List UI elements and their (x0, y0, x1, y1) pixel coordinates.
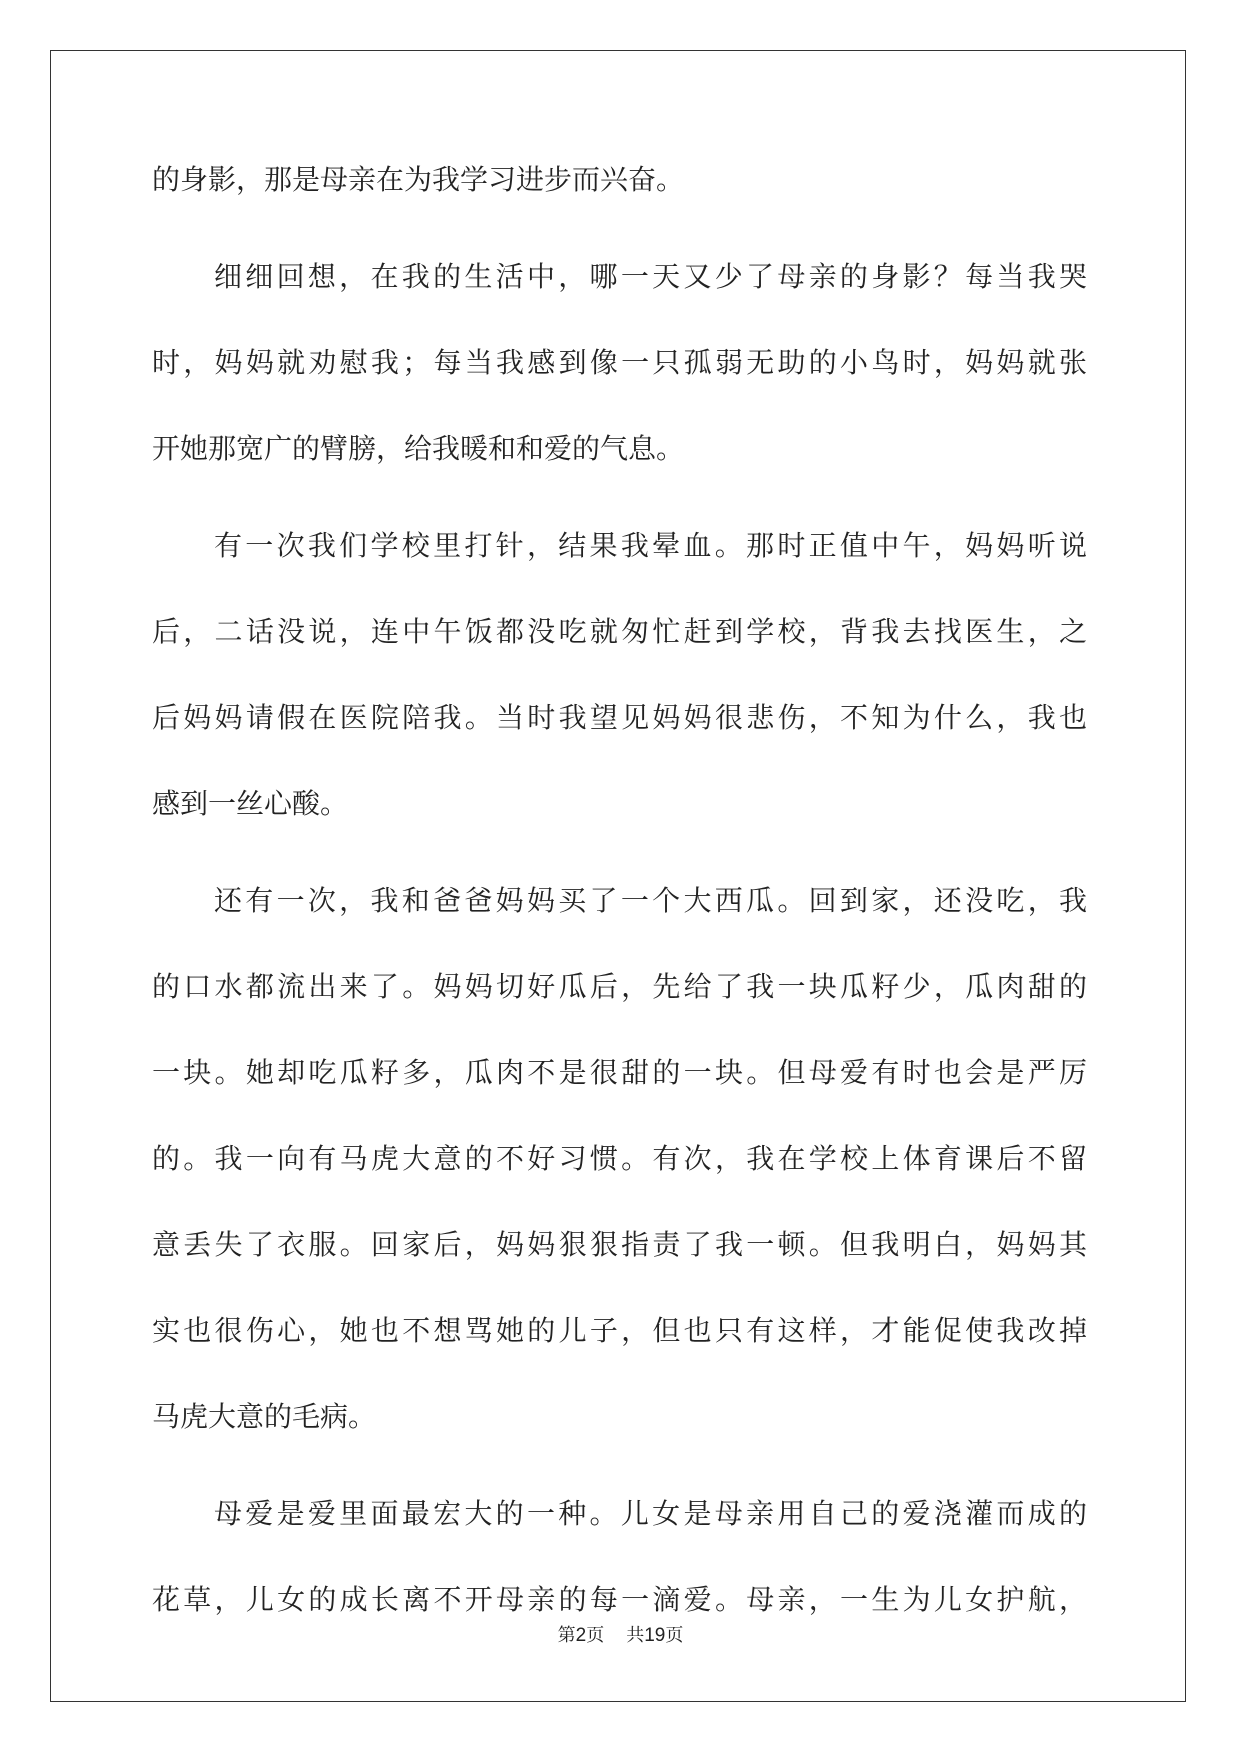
text-line: 花草，儿女的成长离不开母亲的每一滴爱。母亲，一生为儿女护航， (152, 1583, 1087, 1616)
page-number: 第2页 (557, 1625, 605, 1646)
text-line: 实也很伤心，她也不想骂她的儿子，但也只有这样，才能促使我改掉 (152, 1314, 1087, 1347)
text-line: 一块。她却吃瓜籽多，瓜肉不是很甜的一块。但母爱有时也会是严厉 (152, 1056, 1087, 1089)
text-line: 有一次我们学校里打针，结果我晕血。那时正值中午，妈妈听说 (214, 529, 1087, 562)
text-line: 的身影，那是母亲在为我学习进步而兴奋。 (152, 163, 685, 196)
text-line: 意丢失了衣服。回家后，妈妈狠狠指责了我一顿。但我明白，妈妈其 (152, 1228, 1087, 1261)
page-total: 共19页 (626, 1625, 684, 1646)
text-line: 的。我一向有马虎大意的不好习惯。有次，我在学校上体育课后不留 (152, 1142, 1087, 1175)
text-line: 时，妈妈就劝慰我；每当我感到像一只孤弱无助的小鸟时，妈妈就张 (152, 346, 1087, 379)
document-body (152, 160, 1087, 1620)
text-line: 还有一次，我和爸爸妈妈买了一个大西瓜。回到家，还没吃，我 (214, 884, 1087, 917)
text-line: 开她那宽广的臂膀，给我暖和和爱的气息。 (152, 432, 685, 465)
text-line: 后妈妈请假在医院陪我。当时我望见妈妈很悲伤，不知为什么，我也 (152, 701, 1087, 734)
text-line: 后，二话没说，连中午饭都没吃就匆忙赶到学校，背我去找医生，之 (152, 615, 1087, 648)
page-footer (0, 1621, 1241, 1647)
text-line: 母爱是爱里面最宏大的一种。儿女是母亲用自己的爱浇灌而成的 (214, 1497, 1087, 1530)
text-line: 马虎大意的毛病。 (152, 1400, 377, 1433)
text-line: 的口水都流出来了。妈妈切好瓜后，先给了我一块瓜籽少，瓜肉甜的 (152, 970, 1087, 1003)
text-line: 细细回想，在我的生活中，哪一天又少了母亲的身影？每当我哭 (214, 260, 1087, 293)
text-line: 感到一丝心酸。 (152, 787, 349, 820)
